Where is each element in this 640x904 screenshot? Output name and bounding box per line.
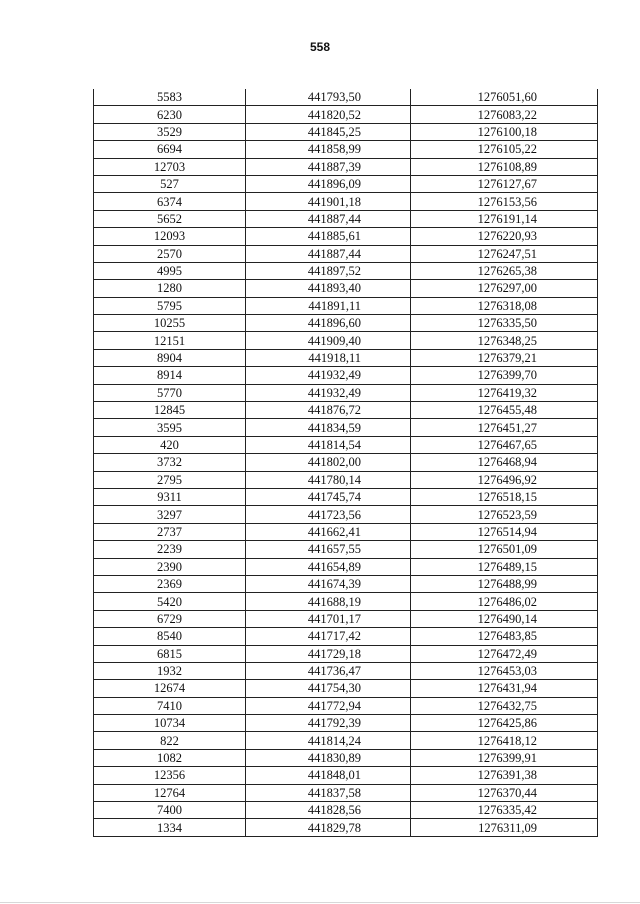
point-number-cell: 3732 — [94, 454, 246, 471]
y-coordinate-cell: 1276455,48 — [411, 402, 598, 419]
table-row — [94, 749, 598, 766]
y-coordinate-cell: 1276518,15 — [411, 488, 598, 505]
x-coordinate-cell: 441723,56 — [246, 506, 411, 523]
point-number-cell: 822 — [94, 732, 246, 749]
point-number-cell: 12356 — [94, 767, 246, 784]
point-number-cell: 6230 — [94, 106, 246, 123]
table-row — [94, 297, 598, 314]
point-number-cell: 6694 — [94, 141, 246, 158]
y-coordinate-cell: 1276297,00 — [411, 280, 598, 297]
y-coordinate-cell: 1276247,51 — [411, 245, 598, 262]
x-coordinate-cell: 441876,72 — [246, 402, 411, 419]
y-coordinate-cell: 1276451,27 — [411, 419, 598, 436]
x-coordinate-cell: 441780,14 — [246, 471, 411, 488]
x-coordinate-cell: 441820,52 — [246, 106, 411, 123]
page-bottom-edge — [0, 902, 640, 903]
x-coordinate-cell: 441918,11 — [246, 349, 411, 366]
y-coordinate-cell: 1276431,94 — [411, 680, 598, 697]
y-coordinate-cell: 1276514,94 — [411, 523, 598, 540]
x-coordinate-cell: 441837,58 — [246, 784, 411, 801]
point-number-cell: 12674 — [94, 680, 246, 697]
point-number-cell: 2795 — [94, 471, 246, 488]
x-coordinate-cell: 441701,17 — [246, 610, 411, 627]
point-number-cell: 6729 — [94, 610, 246, 627]
table-row — [94, 575, 598, 592]
y-coordinate-cell: 1276348,25 — [411, 332, 598, 349]
table-row — [94, 471, 598, 488]
x-coordinate-cell: 441830,89 — [246, 749, 411, 766]
page-number: 558 — [309, 40, 331, 54]
y-coordinate-cell: 1276453,03 — [411, 662, 598, 679]
table-row — [94, 315, 598, 332]
x-coordinate-cell: 441736,47 — [246, 662, 411, 679]
y-coordinate-cell: 1276335,50 — [411, 315, 598, 332]
y-coordinate-cell: 1276425,86 — [411, 715, 598, 732]
coordinates-table-body — [94, 89, 598, 836]
y-coordinate-cell: 1276483,85 — [411, 628, 598, 645]
x-coordinate-cell: 441932,49 — [246, 384, 411, 401]
table-row — [94, 697, 598, 714]
y-coordinate-cell: 1276265,38 — [411, 262, 598, 279]
table-row — [94, 262, 598, 279]
y-coordinate-cell: 1276108,89 — [411, 158, 598, 175]
point-number-cell: 12093 — [94, 228, 246, 245]
table-row — [94, 158, 598, 175]
table-row — [94, 89, 598, 106]
x-coordinate-cell: 441792,39 — [246, 715, 411, 732]
y-coordinate-cell: 1276496,92 — [411, 471, 598, 488]
table-row — [94, 141, 598, 158]
y-coordinate-cell: 1276489,15 — [411, 558, 598, 575]
y-coordinate-cell: 1276523,59 — [411, 506, 598, 523]
y-coordinate-cell: 1276083,22 — [411, 106, 598, 123]
coordinates-table — [93, 89, 598, 837]
table-row — [94, 506, 598, 523]
x-coordinate-cell: 441802,00 — [246, 454, 411, 471]
point-number-cell: 7410 — [94, 697, 246, 714]
table-row — [94, 802, 598, 819]
y-coordinate-cell: 1276100,18 — [411, 123, 598, 140]
x-coordinate-cell: 441674,39 — [246, 575, 411, 592]
x-coordinate-cell: 441858,99 — [246, 141, 411, 158]
y-coordinate-cell: 1276335,42 — [411, 802, 598, 819]
point-number-cell: 5652 — [94, 210, 246, 227]
x-coordinate-cell: 441772,94 — [246, 697, 411, 714]
x-coordinate-cell: 441662,41 — [246, 523, 411, 540]
x-coordinate-cell: 441745,74 — [246, 488, 411, 505]
table-row — [94, 228, 598, 245]
point-number-cell: 2369 — [94, 575, 246, 592]
x-coordinate-cell: 441829,78 — [246, 819, 411, 836]
y-coordinate-cell: 1276318,08 — [411, 297, 598, 314]
point-number-cell: 12764 — [94, 784, 246, 801]
table-row — [94, 610, 598, 627]
x-coordinate-cell: 441814,24 — [246, 732, 411, 749]
x-coordinate-cell: 441896,60 — [246, 315, 411, 332]
point-number-cell: 3595 — [94, 419, 246, 436]
y-coordinate-cell: 1276391,38 — [411, 767, 598, 784]
table-row — [94, 367, 598, 384]
table-row — [94, 662, 598, 679]
x-coordinate-cell: 441897,52 — [246, 262, 411, 279]
x-coordinate-cell: 441828,56 — [246, 802, 411, 819]
table-row — [94, 193, 598, 210]
y-coordinate-cell: 1276153,56 — [411, 193, 598, 210]
table-row — [94, 558, 598, 575]
x-coordinate-cell: 441754,30 — [246, 680, 411, 697]
table-row — [94, 488, 598, 505]
point-number-cell: 2570 — [94, 245, 246, 262]
point-number-cell: 6815 — [94, 645, 246, 662]
table-row — [94, 454, 598, 471]
point-number-cell: 420 — [94, 436, 246, 453]
y-coordinate-cell: 1276467,65 — [411, 436, 598, 453]
y-coordinate-cell: 1276488,99 — [411, 575, 598, 592]
table-row — [94, 402, 598, 419]
table-row — [94, 349, 598, 366]
x-coordinate-cell: 441885,61 — [246, 228, 411, 245]
table-row — [94, 628, 598, 645]
point-number-cell: 8904 — [94, 349, 246, 366]
table-row — [94, 106, 598, 123]
point-number-cell: 7400 — [94, 802, 246, 819]
y-coordinate-cell: 1276490,14 — [411, 610, 598, 627]
y-coordinate-cell: 1276468,94 — [411, 454, 598, 471]
table-row — [94, 715, 598, 732]
table-row — [94, 680, 598, 697]
x-coordinate-cell: 441887,44 — [246, 210, 411, 227]
table-row — [94, 819, 598, 836]
table-row — [94, 732, 598, 749]
x-coordinate-cell: 441848,01 — [246, 767, 411, 784]
x-coordinate-cell: 441845,25 — [246, 123, 411, 140]
point-number-cell: 5583 — [94, 89, 246, 106]
y-coordinate-cell: 1276432,75 — [411, 697, 598, 714]
table-row — [94, 175, 598, 192]
x-coordinate-cell: 441887,39 — [246, 158, 411, 175]
point-number-cell: 1932 — [94, 662, 246, 679]
point-number-cell: 10255 — [94, 315, 246, 332]
point-number-cell: 6374 — [94, 193, 246, 210]
point-number-cell: 12845 — [94, 402, 246, 419]
point-number-cell: 2737 — [94, 523, 246, 540]
y-coordinate-cell: 1276105,22 — [411, 141, 598, 158]
table-row — [94, 645, 598, 662]
point-number-cell: 2239 — [94, 541, 246, 558]
table-row — [94, 419, 598, 436]
y-coordinate-cell: 1276399,91 — [411, 749, 598, 766]
table-row — [94, 384, 598, 401]
x-coordinate-cell: 441729,18 — [246, 645, 411, 662]
y-coordinate-cell: 1276191,14 — [411, 210, 598, 227]
point-number-cell: 12151 — [94, 332, 246, 349]
x-coordinate-cell: 441893,40 — [246, 280, 411, 297]
table-row — [94, 541, 598, 558]
x-coordinate-cell: 441654,89 — [246, 558, 411, 575]
y-coordinate-cell: 1276399,70 — [411, 367, 598, 384]
y-coordinate-cell: 1276418,12 — [411, 732, 598, 749]
y-coordinate-cell: 1276051,60 — [411, 89, 598, 106]
point-number-cell: 4995 — [94, 262, 246, 279]
table-row — [94, 523, 598, 540]
table-row — [94, 332, 598, 349]
table-row — [94, 593, 598, 610]
y-coordinate-cell: 1276419,32 — [411, 384, 598, 401]
point-number-cell: 12703 — [94, 158, 246, 175]
table-row — [94, 767, 598, 784]
y-coordinate-cell: 1276379,21 — [411, 349, 598, 366]
point-number-cell: 10734 — [94, 715, 246, 732]
table-row — [94, 245, 598, 262]
x-coordinate-cell: 441793,50 — [246, 89, 411, 106]
x-coordinate-cell: 441891,11 — [246, 297, 411, 314]
x-coordinate-cell: 441887,44 — [246, 245, 411, 262]
table-row — [94, 210, 598, 227]
table-row — [94, 280, 598, 297]
point-number-cell: 2390 — [94, 558, 246, 575]
point-number-cell: 5770 — [94, 384, 246, 401]
x-coordinate-cell: 441657,55 — [246, 541, 411, 558]
y-coordinate-cell: 1276472,49 — [411, 645, 598, 662]
point-number-cell: 9311 — [94, 488, 246, 505]
y-coordinate-cell: 1276370,44 — [411, 784, 598, 801]
x-coordinate-cell: 441717,42 — [246, 628, 411, 645]
x-coordinate-cell: 441688,19 — [246, 593, 411, 610]
point-number-cell: 5795 — [94, 297, 246, 314]
x-coordinate-cell: 441932,49 — [246, 367, 411, 384]
point-number-cell: 8914 — [94, 367, 246, 384]
y-coordinate-cell: 1276127,67 — [411, 175, 598, 192]
x-coordinate-cell: 441814,54 — [246, 436, 411, 453]
x-coordinate-cell: 441896,09 — [246, 175, 411, 192]
x-coordinate-cell: 441834,59 — [246, 419, 411, 436]
table-row — [94, 784, 598, 801]
point-number-cell: 3529 — [94, 123, 246, 140]
point-number-cell: 5420 — [94, 593, 246, 610]
y-coordinate-cell: 1276486,02 — [411, 593, 598, 610]
point-number-cell: 527 — [94, 175, 246, 192]
table-row — [94, 436, 598, 453]
x-coordinate-cell: 441901,18 — [246, 193, 411, 210]
point-number-cell: 1280 — [94, 280, 246, 297]
point-number-cell: 3297 — [94, 506, 246, 523]
table-row — [94, 123, 598, 140]
y-coordinate-cell: 1276501,09 — [411, 541, 598, 558]
y-coordinate-cell: 1276311,09 — [411, 819, 598, 836]
x-coordinate-cell: 441909,40 — [246, 332, 411, 349]
y-coordinate-cell: 1276220,93 — [411, 228, 598, 245]
point-number-cell: 8540 — [94, 628, 246, 645]
point-number-cell: 1082 — [94, 749, 246, 766]
point-number-cell: 1334 — [94, 819, 246, 836]
